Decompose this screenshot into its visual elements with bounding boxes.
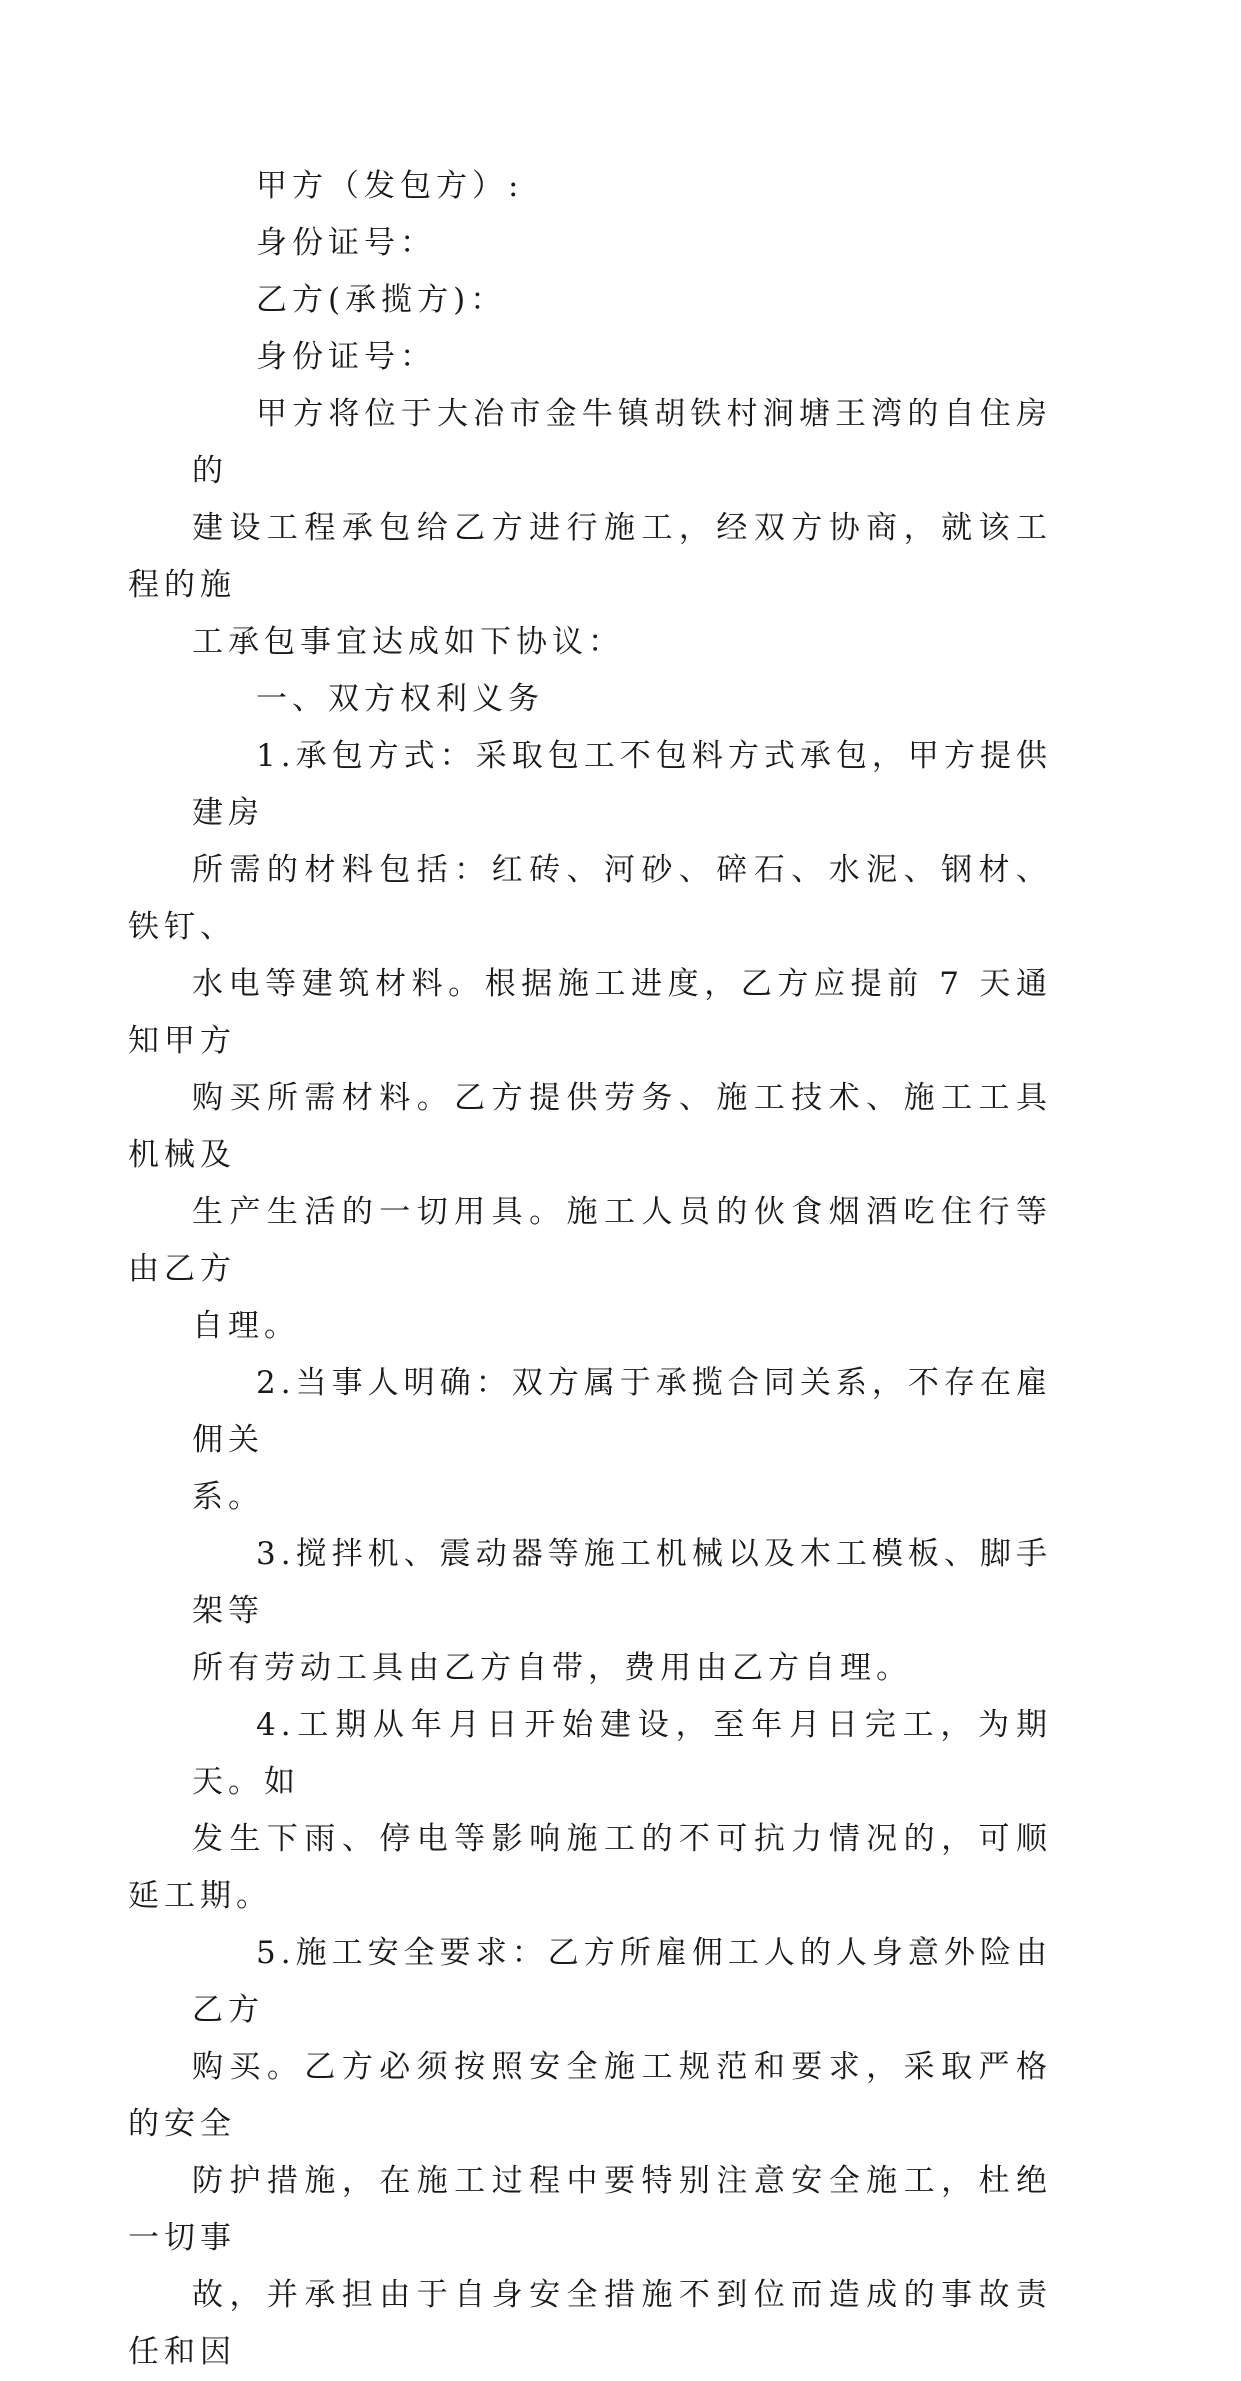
- text-line: 生产生活的一切用具。施工人员的伙食烟酒吃住行等由乙方: [128, 1194, 1052, 1287]
- text-line: 购买。乙方必须按照安全施工规范和要求，采取严格的安全: [128, 2049, 1052, 2142]
- party-a-label: [192, 158, 1052, 215]
- text-line: 1.承包方式：采取包工不包料方式承包，甲方提供建房: [192, 738, 1052, 831]
- clause-1: [128, 728, 1052, 1355]
- preamble-paragraph: [128, 386, 1052, 671]
- text-line: 所有劳动工具由乙方自带，费用由乙方自理。: [192, 1650, 912, 1686]
- clause-2: [192, 1355, 1052, 1526]
- party-b-id-label: [192, 329, 1052, 386]
- text-line: 发生下雨、停电等影响施工的不可抗力情况的，可顺延工期。: [128, 1821, 1052, 1914]
- section-heading: [192, 671, 1052, 728]
- text-line: 工承包事宜达成如下协议：: [192, 624, 624, 660]
- text-line: 防护措施，在施工过程中要特别注意安全施工，杜绝一切事: [128, 2163, 1052, 2256]
- text-line: 身份证号：: [256, 225, 436, 261]
- clause-4: [128, 1697, 1052, 1925]
- clause-3: [192, 1526, 1052, 1697]
- text-line: 身份证号：: [256, 339, 436, 375]
- text-line: 3.搅拌机、震动器等施工机械以及木工模板、脚手架等: [192, 1536, 1052, 1629]
- text-line: 甲方将位于大冶市金牛镇胡铁村涧塘王湾的自住房的: [192, 396, 1052, 489]
- text-line: 建设工程承包给乙方进行施工，经双方协商，就该工程的施: [128, 510, 1052, 603]
- text-line: 购买所需材料。乙方提供劳务、施工技术、施工工具机械及: [128, 1080, 1052, 1173]
- text-line: 2.当事人明确：双方属于承揽合同关系，不存在雇佣关: [192, 1365, 1052, 1458]
- text-line: 系。: [192, 1479, 264, 1515]
- text-line: 自理。: [192, 1308, 300, 1344]
- text-line: 一、双方权利义务: [256, 681, 544, 717]
- contract-body: [128, 158, 1052, 2381]
- clause-5: [128, 1925, 1052, 2381]
- text-line: 所需的材料包括：红砖、河砂、碎石、水泥、钢材、铁钉、: [128, 852, 1052, 945]
- party-b-label: [192, 272, 1052, 329]
- text-line: 4.工期从年月日开始建设，至年月日完工，为期天。如: [192, 1707, 1052, 1800]
- text-line: 乙方(承揽方)：: [256, 282, 507, 318]
- text-line: 水电等建筑材料。根据施工进度，乙方应提前 7 天通知甲方: [128, 966, 1052, 1059]
- party-a-id-label: [192, 215, 1052, 272]
- text-line: 故，并承担由于自身安全措施不到位而造成的事故责任和因: [128, 2277, 1052, 2370]
- text-line: 甲方（发包方）:: [256, 168, 524, 204]
- text-line: 5.施工安全要求：乙方所雇佣工人的人身意外险由乙方: [192, 1935, 1052, 2028]
